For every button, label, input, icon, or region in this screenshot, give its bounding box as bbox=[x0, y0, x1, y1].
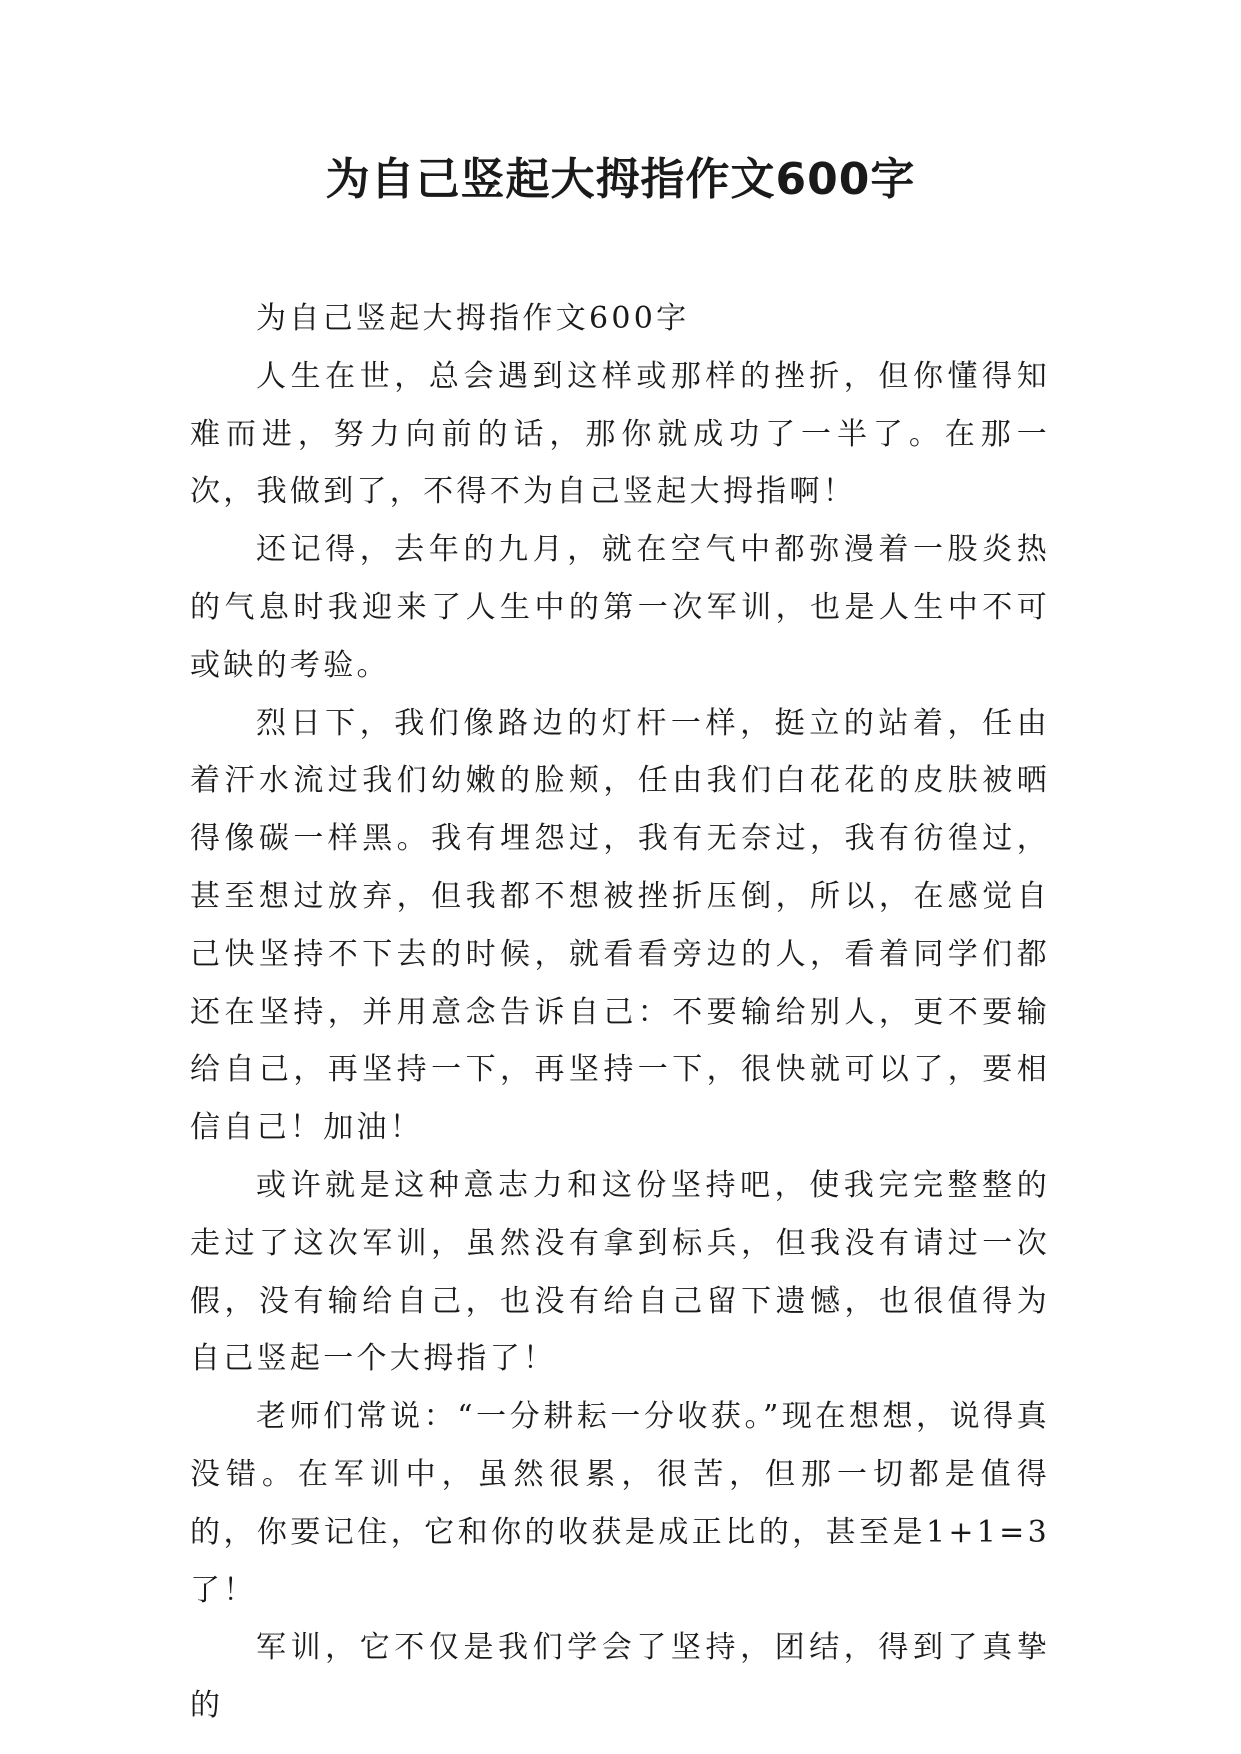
paragraph: 烈日下，我们像路边的灯杆一样，挺立的站着，任由着汗水流过我们幼嫩的脸颊，任由我们白花花的皮肤被晒得像碳一样黑。我有埋怨过，我有无奈过，我有彷徨过，甚至想过放弃，但我都不想被挫折压倒，所以，在感觉自己快坚持不下去的时候，就看看旁边的人，看着同学们都还在坚持，并用意念告诉自己：不要输给别人，更不要输给自己，再坚持一下，再坚持一下，很快就可以了，要相信自己！加油！ bbox=[190, 705, 1050, 1146]
paragraph: 还记得，去年的九月，就在空气中都弥漫着一股炎热的气息时我迎来了人生中的第一次军训，也是人生中不可或缺的考验。 bbox=[190, 532, 1050, 683]
document-body bbox=[190, 290, 1050, 1735]
paragraph: 或许就是这种意志力和这份坚持吧，使我完完整整的走过了这次军训，虽然没有拿到标兵，但我没有请过一次假，没有输给自己，也没有给自己留下遗憾，也很值得为自己竖起一个大拇指了！ bbox=[190, 1167, 1050, 1377]
document-title: 为自己竖起大拇指作文600字 bbox=[325, 154, 916, 205]
paragraph: 老师们常说：“一分耕耘一分收获。”现在想想，说得真没错。在军训中，虽然很累，很苦，但那一切都是值得的，你要记住，它和你的收获是成正比的，甚至是1+1=3了！ bbox=[190, 1399, 1050, 1608]
paragraph: 军训，它不仅是我们学会了坚持，团结，得到了真挚的 bbox=[190, 1630, 1050, 1724]
paragraph: 人生在世，总会遇到这样或那样的挫折，但你懂得知难而进，努力向前的话，那你就成功了一半了。在那一次，我做到了，不得不为自己竖起大拇指啊！ bbox=[190, 358, 1050, 510]
paragraph-subtitle: 为自己竖起大拇指作文600字 bbox=[256, 301, 690, 336]
